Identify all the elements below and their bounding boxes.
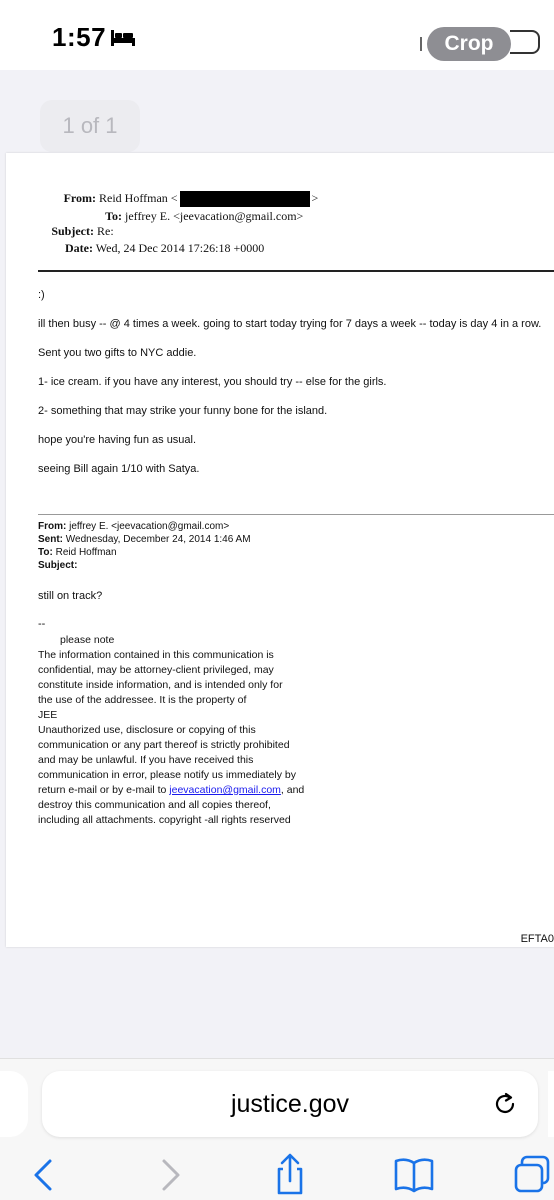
email-date-row: Date: Wed, 24 Dec 2014 17:26:18 +0000 <box>65 241 265 255</box>
fwd-subject-row: Subject: <box>38 560 78 571</box>
body-line: :) <box>38 289 45 301</box>
redaction-bar <box>180 191 310 207</box>
disclaimer-line: confidential, may be attorney-client privileged, may <box>38 664 274 676</box>
status-time: 1:57 <box>52 22 107 52</box>
email-to: jeffrey E. <jeevacation@gmail.com> <box>125 209 304 223</box>
body-line: seeing Bill again 1/10 with Satya. <box>38 463 200 475</box>
bates-number: EFTA0 <box>520 933 554 945</box>
crop-button[interactable]: Crop <box>427 27 511 61</box>
please-note: please note <box>60 634 115 646</box>
previous-tab-pill[interactable] <box>0 1071 28 1137</box>
email-from: Reid Hoffman < <box>99 191 178 205</box>
disclaimer-line: destroy this communication and all copies thereof, <box>38 799 271 811</box>
disclaimer-line: The information contained in this communication is <box>38 649 274 661</box>
body-line: hope you're having fun as usual. <box>38 434 197 446</box>
email-date: Wed, 24 Dec 2014 17:26:18 +0000 <box>95 241 265 255</box>
email-link[interactable]: jeevacation@gmail.com <box>169 784 281 796</box>
body-line: ill then busy -- @ 4 times a week. going to start today trying for 7 days a week -- today is day 4 in a row. <box>38 318 542 330</box>
pdf-page[interactable] <box>6 153 554 947</box>
bed-icon <box>110 28 136 48</box>
email-from-row: From: Reid Hoffman < > <box>38 191 318 207</box>
fwd-to-row: To: Reid Hoffman <box>38 547 117 558</box>
bookmarks-icon[interactable] <box>390 1151 438 1199</box>
body-line: 2- something that may strike your funny bone for the island. <box>38 405 328 417</box>
address-bar[interactable] <box>42 1071 538 1137</box>
fwd-message: still on track? <box>38 590 103 602</box>
disclaimer-line: communication in error, please notify us immediately by <box>38 769 296 781</box>
tabs-icon[interactable] <box>508 1151 554 1199</box>
signature-separator: -- <box>38 618 46 630</box>
crop-handle-right <box>510 30 540 54</box>
body-line: Sent you two gifts to NYC addie. <box>38 347 197 359</box>
reload-icon[interactable] <box>492 1091 518 1117</box>
disclaimer-line: and may be unlawful. If you have received this <box>38 754 254 766</box>
disclaimer-line: JEE <box>38 709 58 721</box>
header-divider <box>38 270 554 272</box>
disclaimer-link-line: return e-mail or by e-mail to jeevacation@gmail.com, and <box>38 784 305 796</box>
disclaimer-line: communication or any part thereof is strictly prohibited <box>38 739 290 751</box>
browser-toolbar <box>0 1151 554 1199</box>
disclaimer-line: including all attachments. copyright -all rights reserved <box>38 814 291 826</box>
disclaimer-line: constitute inside information, and is intended only for <box>38 679 283 691</box>
back-chevron-icon[interactable] <box>20 1151 68 1199</box>
forward-chevron-icon[interactable] <box>146 1151 194 1199</box>
page-counter: 1 of 1 <box>40 100 140 152</box>
body-line: 1- ice cream. if you have any interest, you should try -- else for the girls. <box>38 376 387 388</box>
share-icon[interactable] <box>266 1151 314 1199</box>
email-to-row: To: jeffrey E. <jeevacation@gmail.com> <box>105 209 304 223</box>
next-tab-pill[interactable] <box>548 1071 554 1137</box>
url-text[interactable]: justice.gov <box>230 1090 350 1118</box>
disclaimer-line: the use of the addressee. It is the property of <box>38 694 247 706</box>
browser-bottom-bar <box>0 1058 554 1200</box>
status-bar <box>0 0 554 70</box>
email-subject-row: Subject: Re: <box>51 224 114 238</box>
forward-divider <box>38 514 554 515</box>
disclaimer-line: Unauthorized use, disclosure or copying of this <box>38 724 256 736</box>
email-subject: Re: <box>97 224 114 238</box>
fwd-from-row: From: jeffrey E. <jeevacation@gmail.com> <box>38 521 230 532</box>
fwd-sent-row: Sent: Wednesday, December 24, 2014 1:46 AM <box>38 534 251 545</box>
